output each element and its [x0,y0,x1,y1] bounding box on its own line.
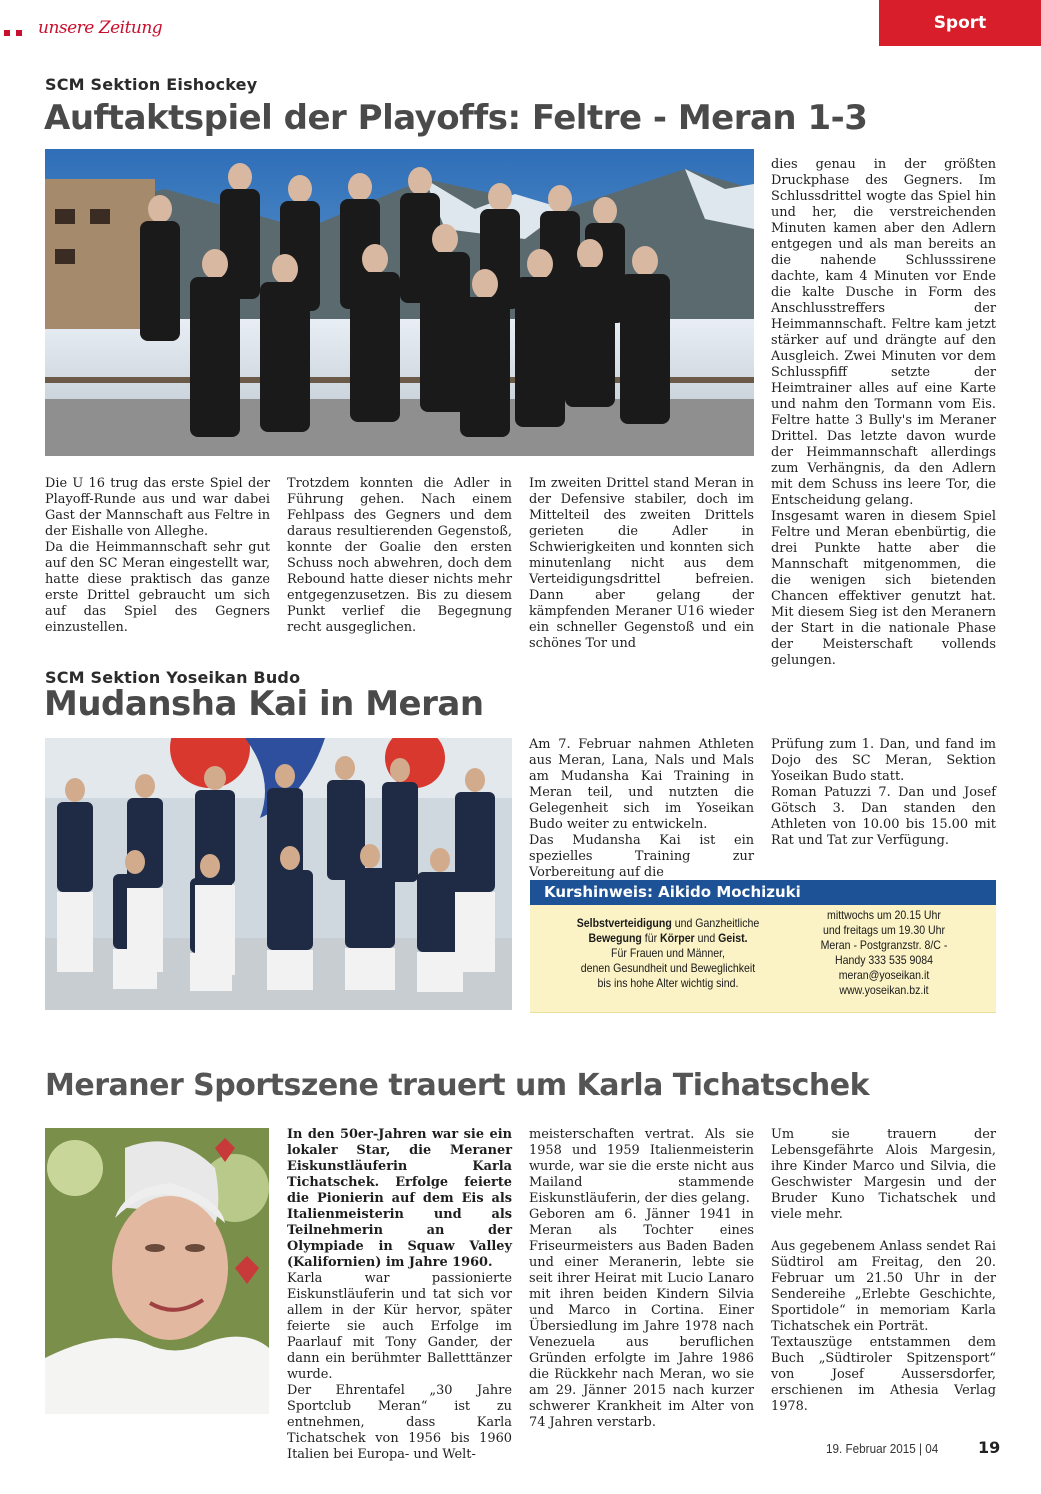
paragraph: Der Ehrentafel „30 Jahre Sportclub Meran“ ist zu entnehmen, dass Karla Tichatschek von 1956 bis 1960 Italien bei Europa- und Welt- [287,1383,512,1462]
schedule-line: und freitags um 19.30 Uhr [822,923,946,937]
lead-paragraph: In den 50er-Jahren war sie ein lokaler Star, die Meraner Eiskunstläuferin Karla Tichatschek. Erfolge feierte die Pionierin auf dem Eis als Italienmeisterin und als Teilnehmerin an der Olympiade in Squaw Valley (Kalifornien) im Jahre 1960. [287,1127,512,1270]
paragraph: Textauszüge entstammen dem Buch „Südtiroler Spitzensport“ von Josef Aussersdorfer, erschienen im Athesia Verlag 1978. [771,1335,996,1414]
highlight-text: Körper [660,931,695,945]
paragraph: Die U 16 trug das erste Spiel der Playoff-Runde aus und war dabei Gast der Mannschaft aus Feltre in der Eishalle von Alleghe. [45,476,270,539]
email-link[interactable]: meran@yoseikan.it [838,968,930,982]
issue-date: 19. Februar 2015 | 04 [826,1441,939,1456]
article1-headline: Auftaktspiel der Playoffs: Feltre - Meran 1-3 [44,98,868,138]
paragraph: Das Mudansha Kai ist ein spezielles Training zur Vorbereitung auf die [529,833,754,880]
brand-logo: unsere Zeitung [38,18,163,38]
schedule-line: mittwochs um 20.15 Uhr [827,908,941,922]
paragraph: Im zweiten Drittel stand Meran in der Defensive stabiler, doch im Mittelteil des zweiten Drittels gerieten die Adler in Schwierigkeiten und konnten sich minutenlang nicht aus dem Verteidigungsdrittel befreien. Dann aber gelang der kämpfenden Meraner U16 wieder ein schneller Gegenstoß und ein schönes Tor und [529,476,754,651]
article2-column-1 [529,737,754,881]
highlight-text: Bewegung [588,931,642,945]
article1-column-1 [45,476,270,636]
article3-column-2 [529,1127,754,1431]
paragraph: meisterschaften vertrat. Als sie 1958 und 1959 Italienmeisterin wurde, war sie die erste nicht aus Mailand stammende Eiskunstläuferin, der dies gelang. [529,1127,754,1206]
article1-column-4 [771,157,996,669]
header-dots [4,30,22,36]
team-photo [45,149,754,456]
text: für [641,931,661,945]
article2-column-2 [771,737,996,849]
article1-column-2 [287,476,512,636]
text: denen Gesundheit und Beweglichkeit [580,961,756,975]
page-number: 19 [978,1438,1001,1457]
paragraph: Am 7. Februar nahmen Athleten aus Meran, Lana, Nals und Mals am Mudansha Kai Training in Meran teil, und nutzten die Gelegenheit sich im Yoseikan Budo weiter zu entwickeln. [529,737,754,832]
text: Für Frauen und Männer, [611,946,725,960]
paragraph: dies genau in der größten Druckphase des Gegners. Im Schlussdrittel wogte das Spiel hin und her, die verstreichenden Minuten kamen aber den Adlern entgegen und als man bereits an die nahende Schlusssirene dachte, kam 4 Minuten vor Ende die kalte Dusche in Form des Anschlusstreffers der Heimmannschaft. Feltre kam jetzt stärker auf und drängte auf den Ausgleich. Zwei Minuten vor dem Schlusspfiff setzte der Heimtrainer alles auf eine Karte und nahm den Tormann vom Eis. Feltre hatte 3 Bully's im Meraner Drittel. Das letzte davon wurde der Heimmannschaft allerdings zum Verhängnis, da den Adlern mit dem Schuss ins leere Tor, die Entscheidung gelang. [771,157,996,508]
paragraph: Um sie trauern der Lebensgefährte Alois Margesin, ihre Kinder Marco und Silvia, die Geschwister Margesin und der Bruder Kuno Tichatschek und viele mehr. [771,1127,996,1222]
course-info-schedule [787,908,981,998]
paragraph: Prüfung zum 1. Dan, und fand im Dojo des SC Meran, Sektion Yoseikan Budo statt. [771,737,996,784]
course-info-box [530,880,996,1013]
highlight-text: Geist. [718,931,748,945]
red-square-icon [16,30,22,36]
paragraph: Karla war passionierte Eiskunstläuferin und tat sich vor allem in der Kür hervor, später feierte sie auch Erfolge im Paarlauf mit Tony Gander, der dann ein berühmter Balletttänzer wurde. [287,1271,512,1382]
website-link[interactable]: www.yoseikan.bz.it [839,983,929,997]
paragraph: Trotzdem konnten die Adler in Führung gehen. Nach einem Fehlpass des Gegners und dem daraus resultierenden Gegenstoß, konnte der Goalie den ersten Schuss noch abwehren, doch dem Rebound hatte dieser nichts mehr entgegenzusetzen. Bis zu diesem Punkt verlief die Begegnung recht ausgeglichen. [287,476,512,635]
budo-group-photo [45,738,512,1010]
article2-headline: Mudansha Kai in Meran [44,684,484,724]
article1-kicker: SCM Sektion Eishockey [45,75,258,94]
text: bis ins hohe Alter wichtig sind. [597,976,739,990]
paragraph: Aus gegebenem Anlass sendet Rai Südtirol am Freitag, den 20. Februar um 21.50 Uhr in der Sendereihe „Erlebte Geschichte, Sportidole“ in memoriam Karla Tichatschek ein Porträt. [771,1239,996,1334]
section-tab: Sport [879,0,1041,46]
phone-line: Handy 333 535 9084 [834,953,934,967]
paragraph: Roman Patuzzi 7. Dan und Josef Götsch 3. Dan standen den Athleten von 10.00 bis 15.00 mit Rat und Tat zur Verfügung. [771,785,996,848]
portrait-photo [45,1128,269,1414]
course-info-description [554,916,783,991]
article1-column-3 [529,476,754,652]
highlight-text: Selbstverteidigung [576,916,672,930]
text: und [694,931,719,945]
paragraph: Geboren am 6. Jänner 1941 in Meran als Tochter eines Friseurmeisters aus Baden Baden und einer Meranerin, lebte sie seit ihrer Heirat mit Lucio Lanaro mit ihren beiden Kindern Silvia und Marco in Cortina. Einer Übersiedlung im Jahre 1978 nach Venezuela aus beruflichen Gründen erfolgte im Jahre 1986 die Rückkehr nach Meran, wo sie am 29. Jänner 2015 nach kurzer schwerer Krankheit im Alter von 74 Jahren verstarb. [529,1207,754,1430]
paragraph: Da die Heimmannschaft sehr gut auf den SC Meran eingestellt war, hatte diese praktisch das ganze erste Drittel gebraucht um sich auf das Spiel des Gegners einzustellen. [45,540,270,635]
text: und Ganzheitliche [671,916,760,930]
paragraph: Insgesamt waren in diesem Spiel Feltre und Meran ebenbürtig, die drei Punkte hatte aber die Mannschaft mitgenommen, die die wenigen sich bietenden Chancen effektiver genutzt hat. Mit diesem Sieg ist den Meranern der Start in die nationale Phase der Meisterschaft vollends gelungen. [771,509,996,668]
article3-column-3 [771,1127,996,1415]
course-info-title: Kurshinweis: Aikido Mochizuki [530,880,996,905]
red-square-icon [4,30,10,36]
paragraph-spacer [771,1223,996,1239]
address-line: Meran - Postgranzstr. 8/C - [820,938,948,952]
article3-column-1 [287,1127,512,1463]
article2-kicker: SCM Sektion Yoseikan Budo [45,668,301,687]
article3-headline: Meraner Sportszene trauert um Karla Tichatschek [45,1068,870,1103]
